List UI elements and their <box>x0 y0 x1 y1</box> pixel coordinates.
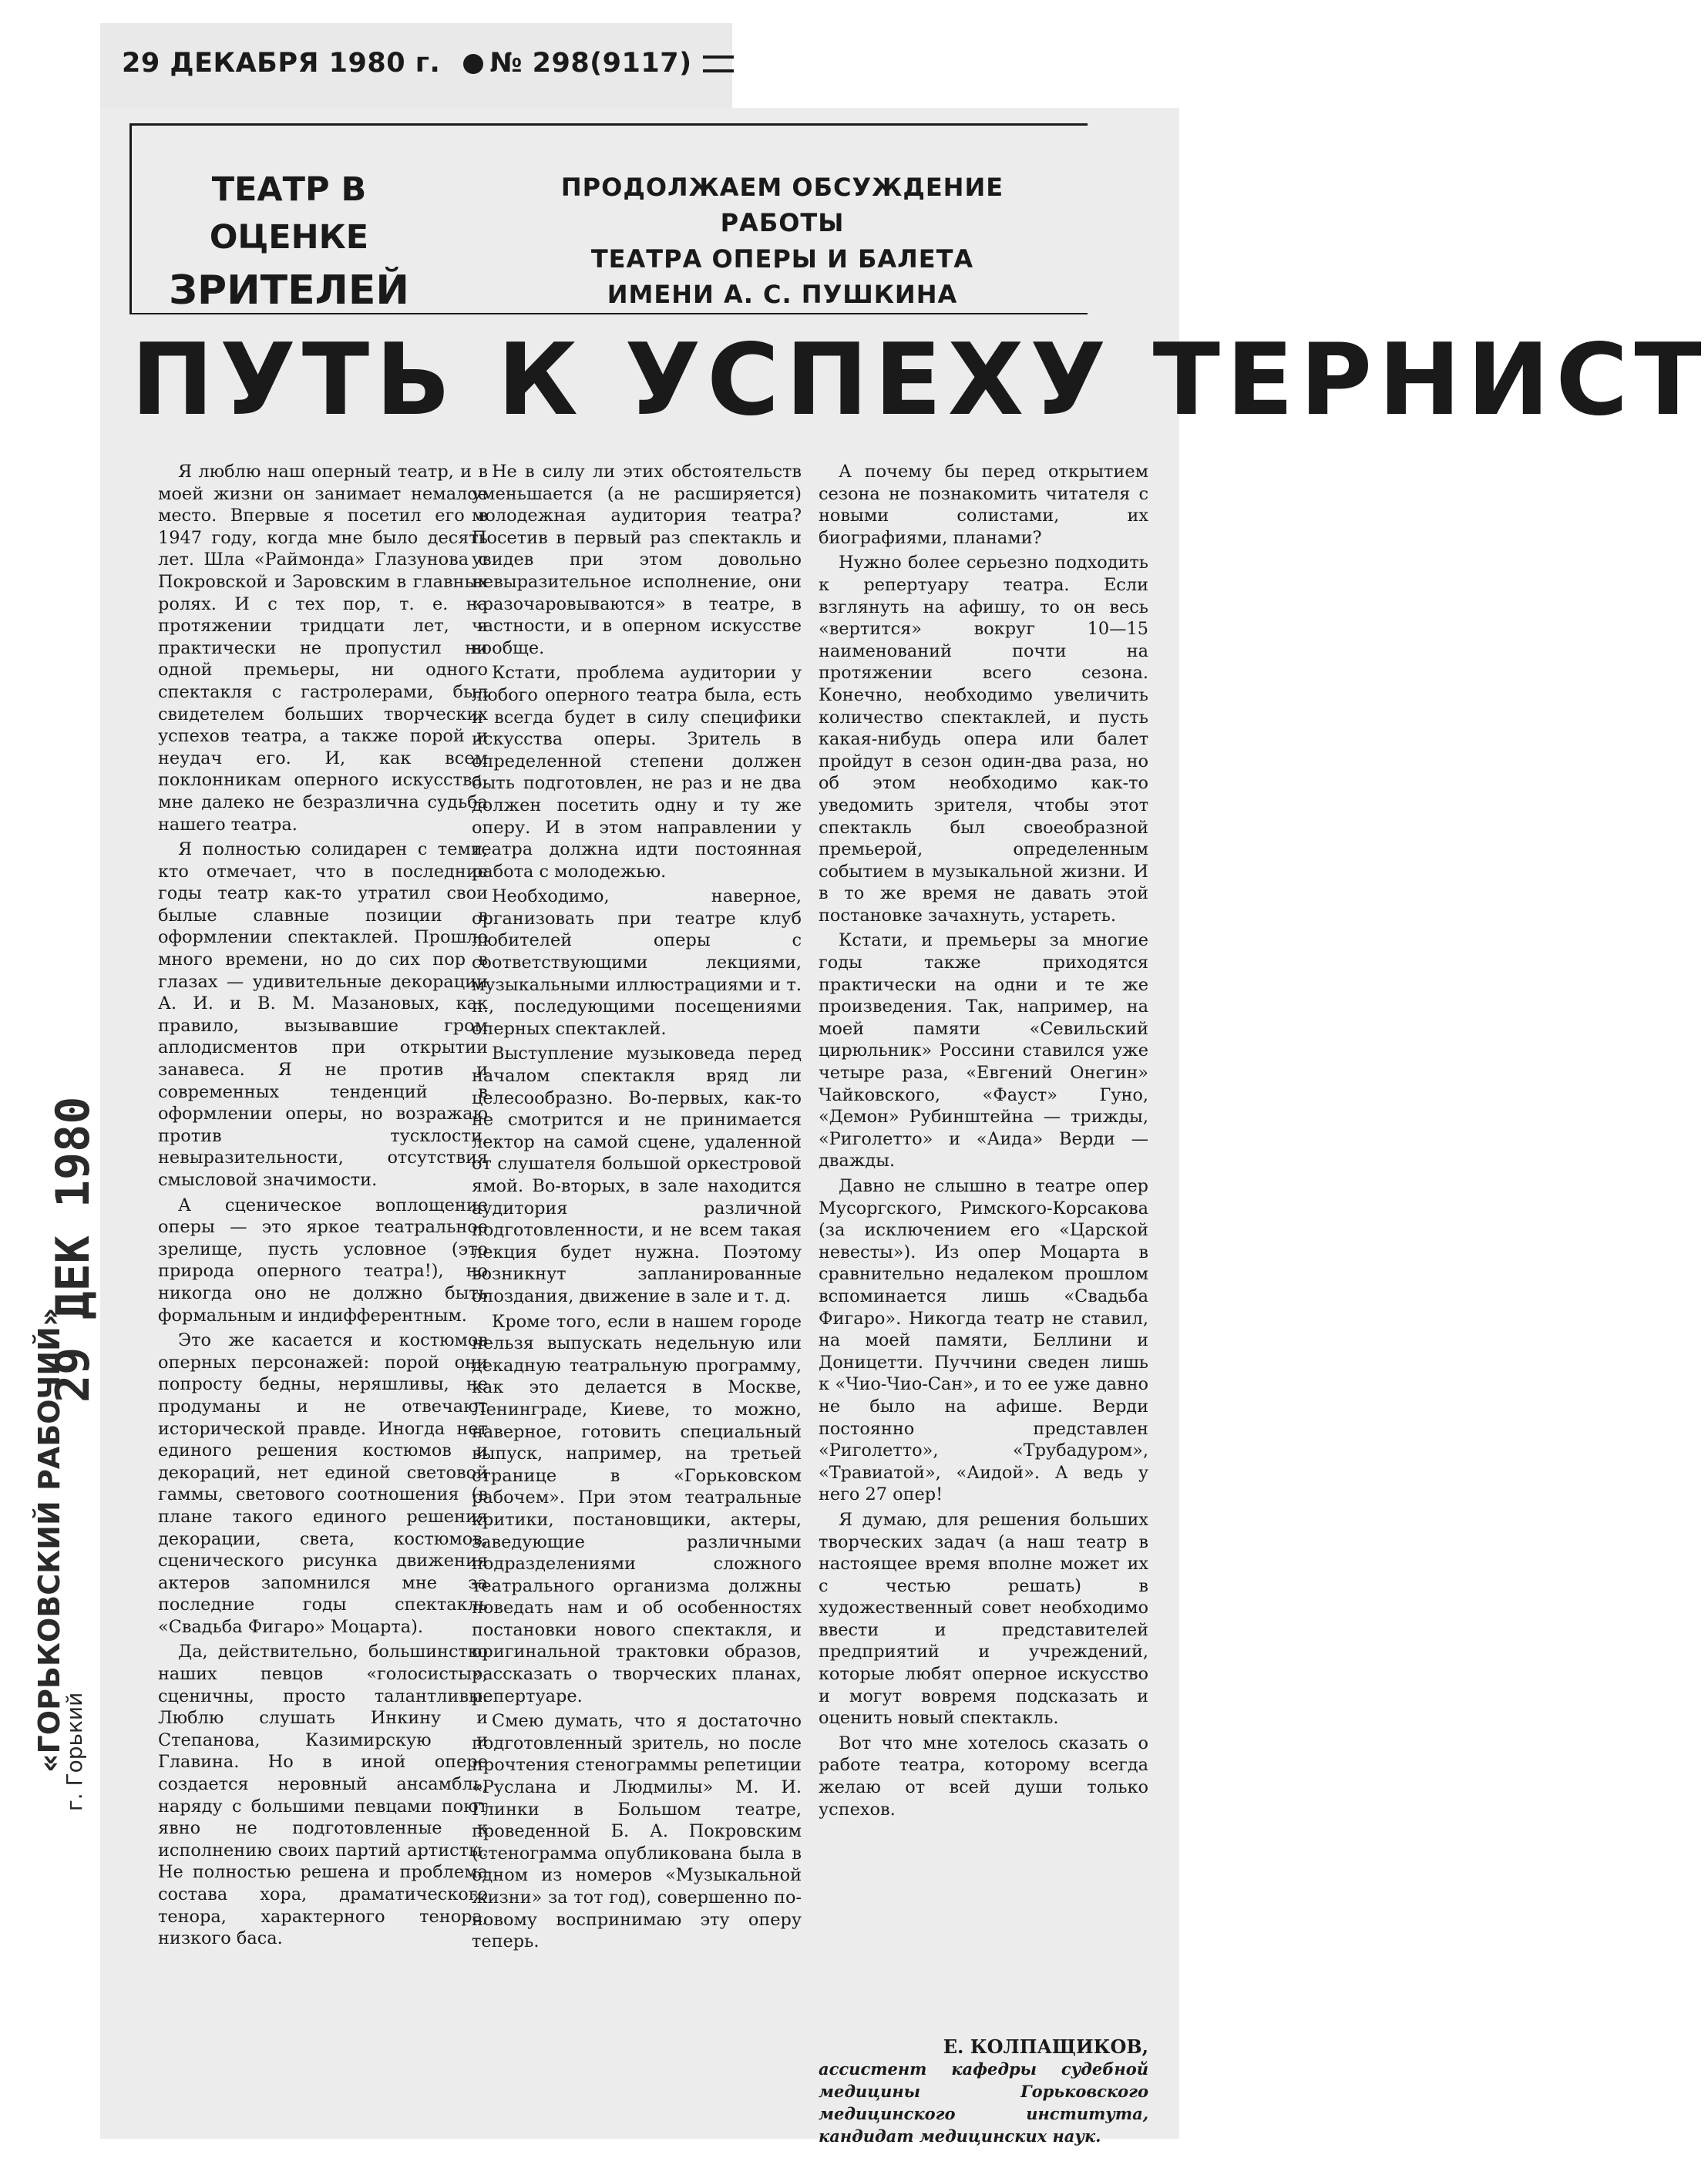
paragraph: Кстати, и премьеры за многие годы также приходятся практически на одни и те же произведения. Так, например, на моей памяти «Севильский цирюльник» Россини ставился уже четыре раза, «Евгений Онегин» Чайковского, «Фауст» Гуно, «Демон» Рубинштейна — трижды, «Риголетто» и «Аида» Верди — дважды. <box>819 930 1148 1171</box>
paragraph: Вот что мне хотелось сказать о работе театра, которому всегда желаю от всей души только успехов. <box>819 1733 1148 1820</box>
author-name: Е. КОЛПАЩИКОВ, <box>943 2035 1148 2058</box>
paragraph: А почему бы перед открытием сезона не познакомить читателя с новыми солистами, их биографиями, планами? <box>819 462 1148 548</box>
paragraph: Да, действительно, большинство наших певцов «голосисты», сценичны, просто талантливы. Люблю слушать Инкину и Степанова, Казимирскую и Главина. Но в иной опере создается неровный ансамбль, наряду с большими певцами поют явно не подготовленные к исполнению своих партий артисты. Не полностью решена и проблема состава хора, драматического тенора, характерного тенора, низкого баса. <box>158 1642 488 1949</box>
paragraph: Я люблю наш оперный театр, и в моей жизни он занимает немалое место. Впервые я посетил его в 1947 году, когда мне было десять лет. Шла «Раймонда» Глазунова с Покровской и Заровским в главных ролях. И с тех пор, т. е. на протяжении тридцати лет, я практически не пропустил ни одной премьеры, ни одного спектакля с гастролерами, был свидетелем больших творческих успехов театра, а также порой и неудач его. И, как всем поклонникам оперного искусства, мне далеко не безразлична судьба нашего театра. <box>158 462 488 835</box>
article-headline: ПУТЬ К УСПЕХУ ТЕРНИСТ <box>131 323 1708 438</box>
paragraph: Не в силу ли этих обстоятельств уменьшается (а не расширяется) молодежная аудитория театра? Посетив в первый раз спектакль и увидев при этом довольно невыразительное исполнение, они «разочаровываются» в театре, в частности, и в оперном искусстве вообще. <box>472 462 802 658</box>
article-column-3 <box>819 461 1148 1820</box>
paragraph: Давно не слышно в театре опер Мусоргского, Римского-Корсакова (за исключением его «Царской невесты»). Из опер Моцарта в сравнительно недалеком прошлом вспоминается лишь «Свадьба Фигаро». Никогда театр не ставил, на моей памяти, Беллини и Доницетти. Пуччини сведен лишь к «Чио-Чио-Сан», и то ее уже давно не было на афише. Верди постоянно представлен «Риголетто», «Трубадуром», «Травиатой», «Аидой». А ведь у него 27 опер! <box>819 1176 1148 1505</box>
paragraph: Я думаю, для решения больших творческих задач (а наш театр в настоящее время вполне может их с честью решать) в художественный совет необходимо ввести и представителей предприятий и учреждений, которые любят оперное искусство и могут вовремя подсказать и оценить новый спектакль. <box>819 1509 1148 1729</box>
bullet-dot-icon <box>463 54 483 74</box>
article-column-1 <box>158 461 488 1950</box>
paragraph: Кстати, проблема аудитории у любого оперного театра была, есть и всегда будет в силу специфики искусства оперы. Зритель в определенной степени должен быть подготовлен, не раз и не два должен посетить одну и ту же оперу. И в этом направлении у театра должна идти постоянная работа с молодежью. <box>472 663 802 882</box>
paragraph: А сценическое воплощение оперы — это яркое театральное зрелище, пусть условное (это природа оперного театра!), но никогда оно не должно быть формальным и индифферентным. <box>158 1195 488 1326</box>
rubric-subtitle <box>513 170 1052 313</box>
rubric-subtitle-line3: ИМЕНИ А. С. ПУШКИНА <box>607 280 958 310</box>
paragraph: Нужно более серьезно подходить к репертуару театра. Если взглянуть на афишу, то он весь «вертится» вокруг 10—15 наименований почти на протяжении всего сезона. Конечно, необходимо увеличить количество спектаклей, и пусть какая-нибудь опера или балет пройдут в сезон один-два раза, но об этом необходимо как-то уведомить зрителя, чтобы этот спектакль был своеобразной премьерой, определенным событием в музыкальной жизни. И в то же время не давать этой постановке зачахнуть, устареть. <box>819 553 1148 926</box>
masthead-dateline <box>122 48 734 79</box>
author-role: ассистент кафедры судебной медицины Горьковского медицинского института, кандидат медицинских наук. <box>819 2059 1148 2146</box>
paragraph: Необходимо, наверное, организовать при театре клуб любителей оперы с соответствующими лекциями, музыкальными иллюстрациями и т. п., последующими посещениями оперных спектаклей. <box>472 886 802 1039</box>
paragraph: Кроме того, если в нашем городе нельзя выпускать недельную или декадную театральную программу, как это делается в Москве, Ленинграде, Киеве, то можно, наверное, готовить специальный выпуск, например, на третьей странице в «Горьковском рабочем». При этом театральные критики, постановщики, актеры, заведующие различными подразделениями сложного театрального организма должны поведать нам и об особенностях постановки нового спектакля, и оригинальной трактовки образов, рассказать о творческих планах, репертуаре. <box>472 1311 802 1706</box>
issue-date: 29 ДЕКАБРЯ 1980 г. <box>122 48 441 79</box>
archive-stamp-date: 29 ДЕК 1980 <box>46 1096 100 1403</box>
paragraph: Я полностью солидарен с теми, кто отмечает, что в последние годы театр как-то утратил свои былые славные позиции в оформлении спектаклей. Прошло много времени, но до сих пор в глазах — удивительные декорации А. И. и В. М. Мазановых, как правило, вызывавшие гром аплодисментов при открытии занавеса. Я не против и современных тенденций в оформлении оперы, но возражаю против тусклости, невыразительности, отсутствия смысловой значимости. <box>158 839 488 1190</box>
archive-stamp-city: г. Горький <box>62 1692 87 1811</box>
paragraph: Это же касается и костюмов оперных персонажей: порой они попросту бедны, неряшливы, не продуманы и не отвечают исторической правде. Иногда нет единого решения костюмов и декораций, нет единой световой гаммы, светового соотношения (в плане такого единого решения декорации, света, костюмов, сценического рисунка движения актеров запомнился мне за последние годы спектакль «Свадьба Фигаро» Моцарта). <box>158 1330 488 1637</box>
author-signature <box>819 2036 1148 2147</box>
rubric-subtitle-line1: ПРОДОЛЖАЕМ ОБСУЖДЕНИЕ РАБОТЫ <box>560 173 1004 238</box>
paragraph: Смею думать, что я достаточно подготовленный зритель, но после прочтения стенограммы репетиции «Руслана и Людмилы» М. И. Глинки в Большом театре, проведенной Б. А. Покровским (стенограмма опубликована была в одном из номеров «Музыкальной жизни» за тот год), совершенно по-новому воспринимаю эту оперу теперь. <box>472 1711 802 1952</box>
rubric-title-line1: ТЕАТР В ОЦЕНКЕ <box>209 170 369 257</box>
rubric-title <box>146 166 432 320</box>
archive-stamp-paper: «ГОРЬКОВСКИЙ РАБОЧИЙ» <box>32 1307 66 1773</box>
issue-number: № 298(9117) <box>489 48 692 79</box>
double-bar-icon <box>703 55 734 72</box>
rubric-subtitle-line2: ТЕАТРА ОПЕРЫ И БАЛЕТА <box>590 244 974 274</box>
rubric-title-line2: ЗРИТЕЛЕЙ <box>169 267 409 314</box>
paragraph: Выступление музыковеда перед началом спектакля вряд ли целесообразно. Во-первых, как-то не смотрится и не принимается лектор на самой сцене, удаленной от слушателя большой оркестровой ямой. Во-вторых, в зале находится аудитория различной подготовленности, и не всем такая лекция будет нужна. Поэтому возникнут запланированные опоздания, движение в зале и т. д. <box>472 1044 802 1306</box>
article-column-2 <box>472 461 802 1953</box>
